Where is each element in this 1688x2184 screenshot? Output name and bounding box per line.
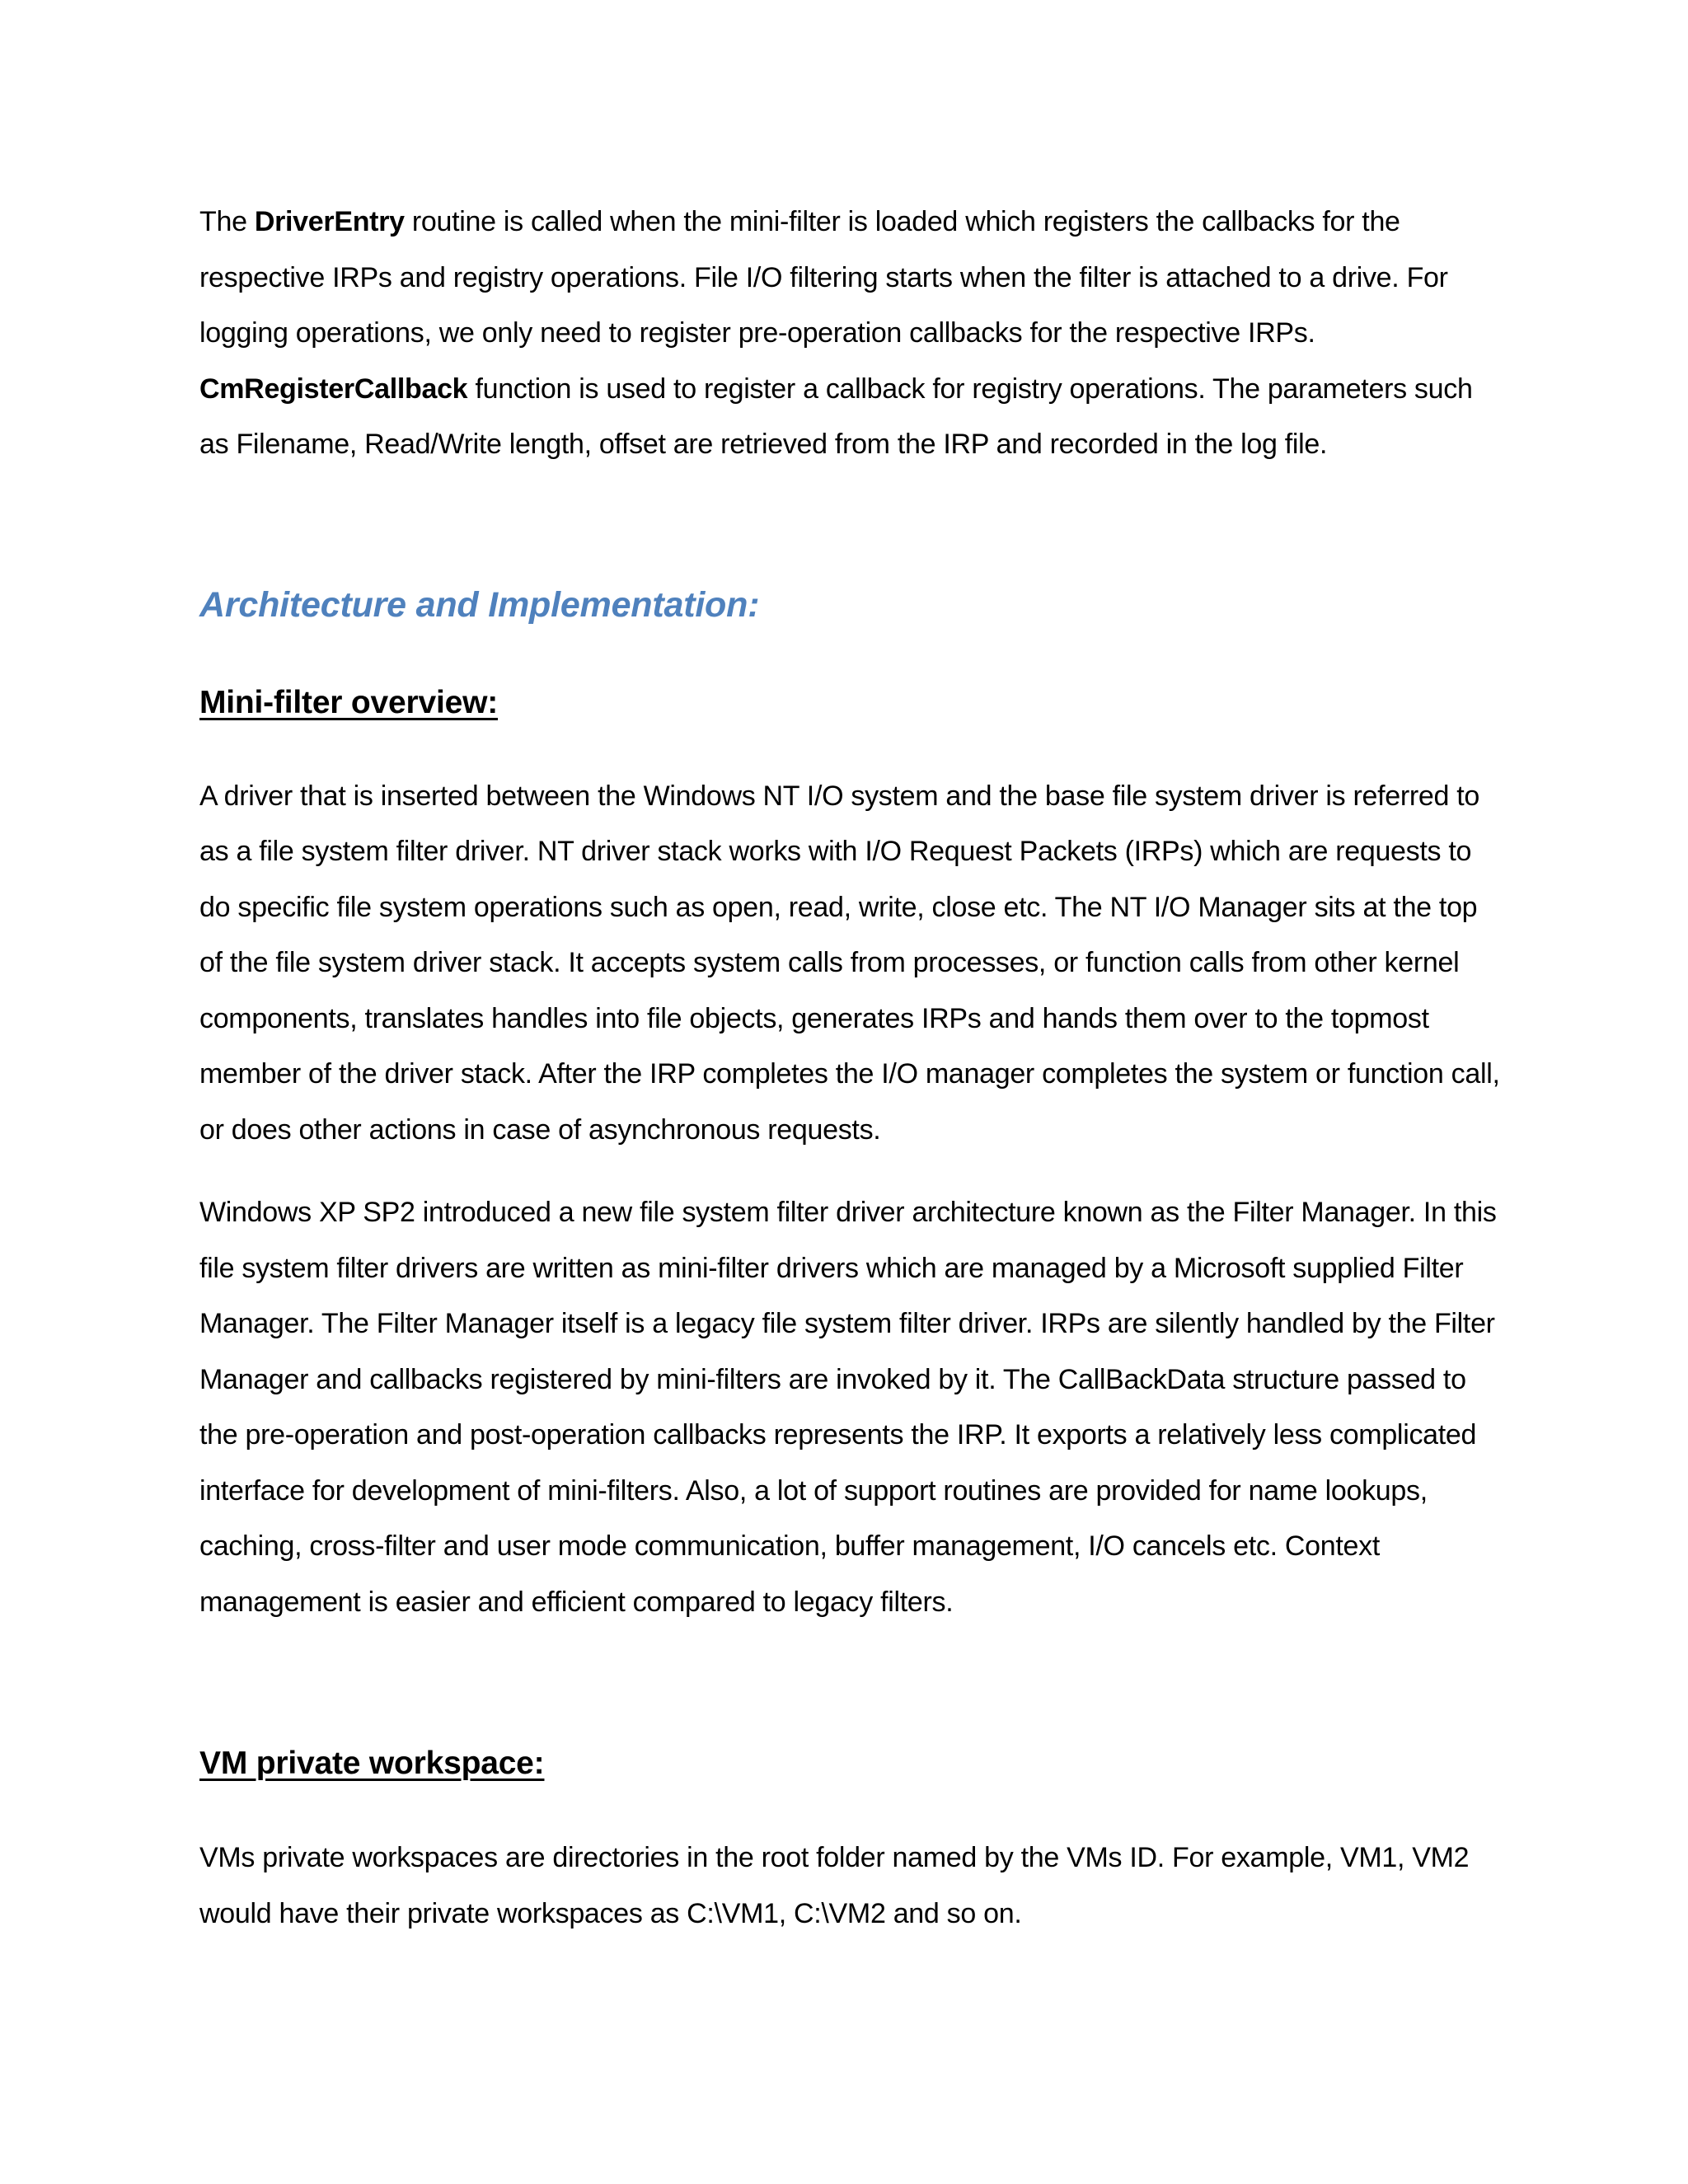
mini-filter-paragraph-2: Windows XP SP2 introduced a new file system filter driver architecture known as the Filter Manager. In this file system filter drivers are written as mini-filter drivers which are managed by a Microsoft supplied Filter Manager. The Filter Manager itself is a legacy file system filter driver. IRPs are silently handled by the Filter Manager and callbacks registered by mini-filters are invoked by it. The CallBackData structure passed to the pre-operation and post-operation callbacks represents the IRP. It exports a relatively less complicated interface for development of mini-filters. Also, a lot of support routines are provided for name lookups, caching, cross-filter and user mode communication, buffer management, I/O cancels etc. Context management is easier and efficient compared to legacy filters. <box>199 1197 1497 1618</box>
intro-text-2: function is used to register a callback for registry operations. The parameters such as Filename, Read/Write length, offset are retrieved from the IRP and recorded in the log file. <box>199 373 1473 460</box>
heading-vm-private-workspace: VM private workspace: <box>199 1746 545 1781</box>
intro-text-prefix: The <box>199 206 255 237</box>
intro-paragraph <box>199 194 1506 473</box>
heading-mini-filter-overview: Mini-filter overview: <box>199 684 499 720</box>
cmregistercallback-term: CmRegisterCallback <box>199 373 468 405</box>
intro-text-1: routine is called when the mini-filter is loaded which registers the callbacks for the respective IRPs and registry operations. File I/O filtering starts when the filter is attached to a drive. For logging operations, we only need to register pre-operation callbacks for the respective IRPs. <box>199 206 1448 349</box>
section-title-architecture: Architecture and Implementation: <box>199 584 760 625</box>
vm-workspace-paragraph: VMs private workspaces are directories in the root folder named by the VMs ID. For example, VM1, VM2 would have their private workspaces as C:\VM1, C:\VM2 and so on. <box>199 1842 1470 1929</box>
driverentry-term: DriverEntry <box>254 206 405 237</box>
document-page <box>199 194 1506 1942</box>
mini-filter-paragraph-1: A driver that is inserted between the Windows NT I/O system and the base file system driver is referred to as a file system filter driver. NT driver stack works with I/O Request Packets (IRPs) which are requests to do specific file system operations such as open, read, write, close etc. The NT I/O Manager sits at the top of the file system driver stack. It accepts system calls from processes, or function calls from other kernel components, translates handles into file objects, generates IRPs and hands them over to the topmost member of the driver stack. After the IRP completes the I/O manager completes the system or function call, or does other actions in case of asynchronous requests. <box>199 780 1500 1146</box>
